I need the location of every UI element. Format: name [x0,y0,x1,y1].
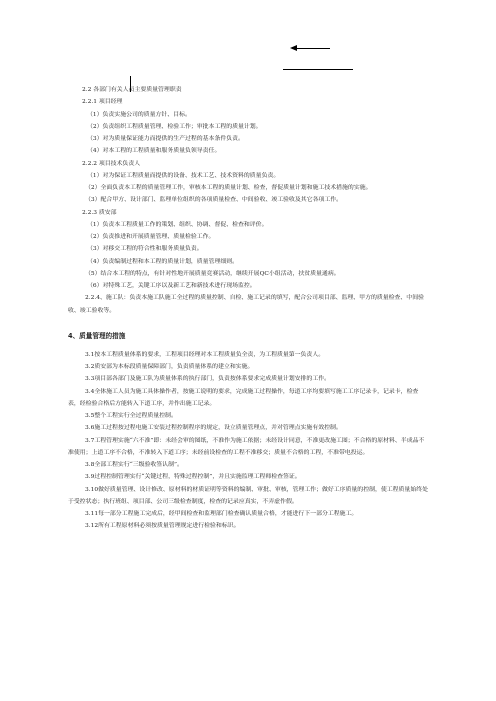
subsection-heading: 2.2.3 质安部 [82,209,117,216]
subsection-heading: 2.2.2 项目技术负责人 [82,160,141,167]
paragraph: 3.2质安部为本标段质量保障部门，负责质量体系的建立和实施。 [85,364,254,370]
list-item: （2）负责推进和开展质量管理、质量检验工作。 [87,234,215,240]
list-item: （1）负责本工程质量工作的策划、组织、协调、督促、检查和评价。 [87,221,268,228]
paragraph: 3.10做好质量管理、设计修改、原材料的材质证明等资料的编制、审批、审核，管理工作；做好工序质量的控制，使工程质量始终处于受控状态；执行班组、项目部、公司三级检查制度，检查的记录应真实，不弄虚作假。 [68,486,428,505]
paragraph: 3.6施工过程按过程电施工安装过程控制程序的规定，设立质量管理点，并对管理点实施有效控制。 [85,425,342,432]
paragraph: 3.9过程控制管理实行“关键过程，特殊过程控制”，并且实施监理工程师检查签证。 [85,474,301,481]
arrow-line [296,48,330,49]
paragraph: 2.2.4、施工队：负责本施工队施工全过程的质量控制、自检、施工记录的填写，配合公司项目部、监理、甲方的质量检查、中间验收、竣工验收等。 [68,295,424,314]
list-item: （6）对特殊工艺，关键工序以及新工艺和新技术进行现场监控。 [87,283,256,289]
list-item: （3）对移交工程的符合性和服务质量负责。 [87,246,203,253]
list-item: （2）负责组织工程质量管理、检验工作；审批本工程的质量计划。 [87,123,262,130]
paragraph: 3.1按本工程质量体系的要求，工程项目经理对本工程质量负全责，为工程质量第一负责人。 [85,351,325,358]
subsection-heading: 2.2.1 项目经理 [82,99,123,106]
list-item: （3）对为质量保证能力而提供的生产过程的基本条件负责。 [87,136,244,142]
paragraph: 3.11每一部分工程施工完成后，经甲间检查和监理部门检查确认质量合格，才能进行下一部分工程施工。 [85,511,358,517]
paragraph: 3.8全部工程实行“三级验收签认制”。 [85,462,183,468]
arrow-left-icon [290,45,297,51]
list-item: （2）全面负责本工程的质量管理工作，审核本工程的质量计划、检查，督促质量计划和施工技术措施的实施。 [85,185,372,191]
paragraph: 3.3项目部各部门及施工队为质量体系的执行部门，负责按体系要求完成质量计划安排的工作。 [85,376,330,383]
list-item: （1）对为保证工程质量而提供的设备、技术工艺、技术资料的质量负责。 [87,172,280,179]
paragraph: 3.12所有工程原材料必须按质量管理规定进行检验和标识。 [85,523,240,530]
list-item: （5）结合本工程的特点，有针对性地开展质量竞赛活动，继续开展QC小组活动，扶贫质量通病。 [85,270,340,277]
paragraph: 3.5整个工程实行全过程质量控制。 [85,413,177,419]
list-item: （4）负责编制过程和本工程的质量计划，质量管理细则。 [87,258,239,265]
document-body [68,84,430,533]
paragraph: 3.4全体施工人员为施工具体操作者，按施工说明的要求，完成施工过程操作，每道工序均要填写施工工序记录卡，记录卡，检查表，经检验合格后方能转入下道工序，并作出施工记录。 [68,388,419,407]
list-item: （4）对本工程的工程质量和服务质量负领导责任。 [87,148,221,155]
paragraph: 3.7工程管理实施“六不准”即：未经会审的图纸，不准作为施工依据；未经设计同意，不准更改施工图；不合格的原材料、半成品不准使用；上道工序不合格，不准转入下道工序；未经前设检查的工程不准移交；质量不合格的工程，不准带电投运。 [68,437,425,456]
section-title-2-2: 2.2 各部门有关人员主要质量管理职责 [82,87,182,93]
underline-rule [283,69,353,70]
list-item: （1）负责实施公司的质量方针、目标。 [87,111,191,118]
list-item: （3）配合甲方、设计部门、监理单位组织的各项质量检查、中间验收、竣工验收及其它各项工作。 [85,197,343,204]
section-title-4: 4、质量管理的措施 [68,331,126,340]
